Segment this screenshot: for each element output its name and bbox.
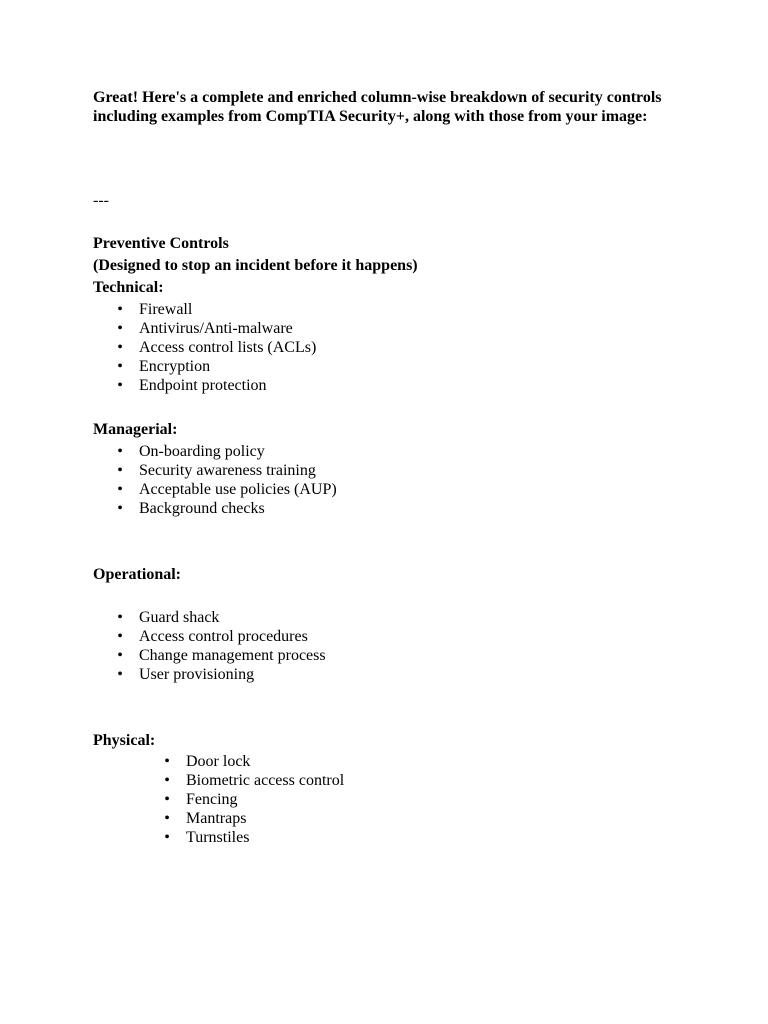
list-item-text: Antivirus/Anti-malware xyxy=(139,320,293,337)
list-item xyxy=(117,338,317,357)
list-item-text: On-boarding policy xyxy=(139,443,265,460)
bullet-icon: • xyxy=(117,628,123,645)
bullet-icon: • xyxy=(117,462,123,479)
intro-paragraph: Great! Here's a complete and enriched column-wise breakdown of security controls including examples from CompTIA Security+, along with those from your image: xyxy=(93,89,662,125)
list-item-text: Door lock xyxy=(186,753,251,770)
physical-list xyxy=(164,752,345,847)
list-item xyxy=(117,300,316,319)
bullet-icon: • xyxy=(117,609,123,626)
operational-list xyxy=(117,608,326,684)
list-item xyxy=(164,828,344,847)
list-item xyxy=(117,480,337,499)
managerial-heading: Managerial: xyxy=(93,421,178,438)
list-item xyxy=(117,665,326,684)
list-item xyxy=(117,499,337,518)
separator: --- xyxy=(93,192,109,209)
bullet-icon: • xyxy=(117,647,123,664)
list-item-text: Fencing xyxy=(186,791,238,808)
list-item-text: Access control lists (ACLs) xyxy=(139,339,317,356)
technical-list xyxy=(117,300,317,395)
bullet-icon: • xyxy=(117,443,123,460)
bullet-icon: • xyxy=(117,500,123,517)
preventive-controls-title: Preventive Controls xyxy=(93,235,229,252)
bullet-icon: • xyxy=(164,791,170,808)
list-item-text: Endpoint protection xyxy=(139,377,267,394)
list-item-text: Encryption xyxy=(139,358,211,375)
bullet-icon: • xyxy=(164,772,170,789)
operational-heading: Operational: xyxy=(93,566,181,583)
bullet-icon: • xyxy=(117,377,123,394)
list-item-text: Background checks xyxy=(139,500,265,517)
list-item xyxy=(117,461,337,480)
list-item-text: User provisioning xyxy=(139,666,255,683)
list-item-text: Security awareness training xyxy=(139,462,316,479)
bullet-icon: • xyxy=(117,339,123,356)
list-item xyxy=(164,809,344,828)
physical-heading: Physical: xyxy=(93,732,156,749)
list-item-text: Firewall xyxy=(139,301,193,318)
list-item xyxy=(117,376,316,395)
list-item xyxy=(164,752,344,771)
bullet-icon: • xyxy=(117,301,123,318)
list-item xyxy=(164,790,344,809)
bullet-icon: • xyxy=(164,829,170,846)
bullet-icon: • xyxy=(164,810,170,827)
bullet-icon: • xyxy=(117,320,123,337)
list-item-text: Turnstiles xyxy=(186,829,250,846)
list-item xyxy=(117,627,326,646)
technical-heading: Technical: xyxy=(93,279,164,296)
list-item-text: Change management process xyxy=(139,647,326,664)
list-item xyxy=(117,319,316,338)
list-item-text: Guard shack xyxy=(139,609,220,626)
list-item xyxy=(117,608,326,627)
list-item xyxy=(117,442,337,461)
bullet-icon: • xyxy=(117,481,123,498)
preventive-controls-subtitle: (Designed to stop an incident before it happens) xyxy=(93,257,418,274)
list-item-text: Access control procedures xyxy=(139,628,308,645)
bullet-icon: • xyxy=(164,753,170,770)
list-item xyxy=(117,357,316,376)
list-item xyxy=(117,646,326,665)
bullet-icon: • xyxy=(117,666,123,683)
managerial-list xyxy=(117,442,337,518)
bullet-icon: • xyxy=(117,358,123,375)
list-item-text: Biometric access control xyxy=(186,772,345,789)
list-item-text: Mantraps xyxy=(186,810,247,827)
list-item xyxy=(164,771,345,790)
list-item-text: Acceptable use policies (AUP) xyxy=(139,481,337,498)
